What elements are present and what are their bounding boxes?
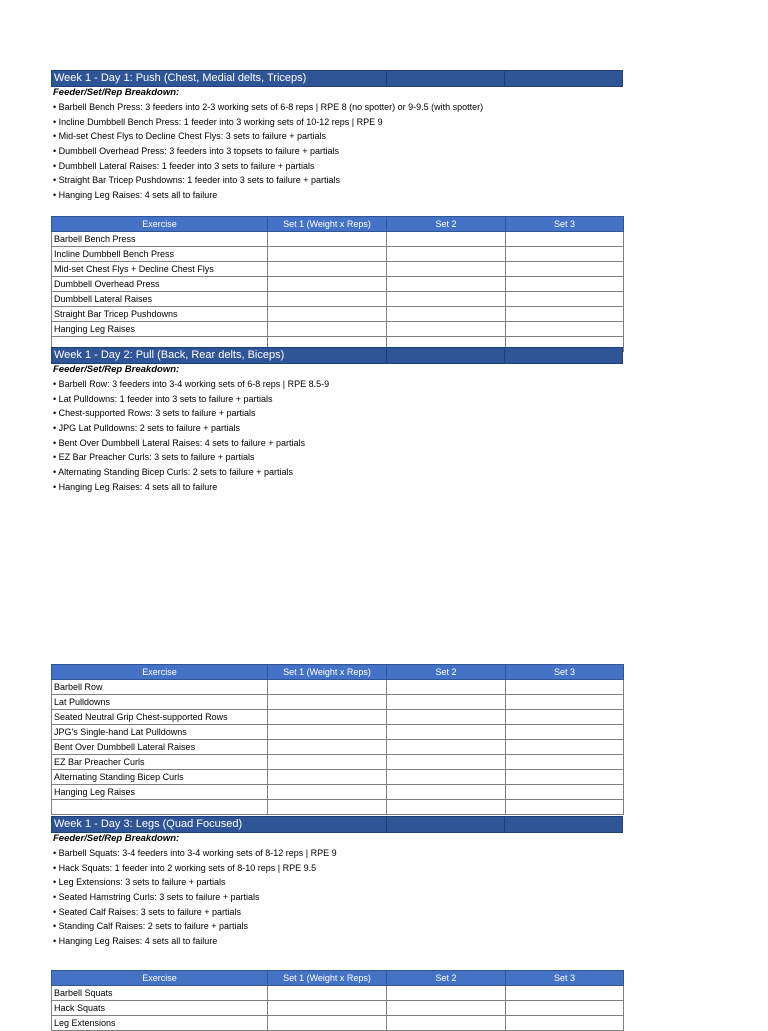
- list-item: • Barbell Row: 3 feeders into 3-4 working sets of 6-8 reps | RPE 8.5-9: [53, 379, 330, 389]
- table-row: [52, 755, 624, 770]
- header-set3: Set 3: [506, 665, 624, 680]
- list-item: • Bent Over Dumbbell Lateral Raises: 4 sets to failure + partials: [53, 437, 306, 448]
- exercise-cell[interactable]: EZ Bar Preacher Curls: [52, 755, 268, 770]
- list-item: • Standing Calf Raises: 2 sets to failure + partials: [53, 921, 248, 932]
- table-row: [52, 695, 624, 710]
- exercise-cell[interactable]: Alternating Standing Bicep Curls: [52, 770, 268, 785]
- table-row: [52, 785, 624, 800]
- header-set1: Set 1 (Weight x Reps): [268, 217, 387, 232]
- table-header-row: [52, 665, 624, 680]
- table-row: [52, 710, 624, 725]
- day3-bullets: [51, 846, 623, 949]
- list-item: • Hack Squats: 1 feeder into 2 working sets of 8-10 reps | RPE 9.5: [53, 862, 317, 873]
- header-set2: Set 2: [387, 971, 506, 986]
- list-item: • Hanging Leg Raises: 4 sets all to failure: [53, 190, 218, 201]
- day2-header: [51, 347, 623, 364]
- table-row: [52, 232, 624, 247]
- table-row: [52, 1001, 624, 1016]
- day1-breakdown-title: Feeder/Set/Rep Breakdown:: [53, 87, 180, 98]
- list-item: • Straight Bar Tricep Pushdowns: 1 feeder into 3 sets to failure + partials: [53, 175, 341, 186]
- day3-breakdown: [51, 832, 623, 949]
- list-item: • Mid-set Chest Flys to Decline Chest Flys: 3 sets to failure + partials: [53, 131, 326, 142]
- exercise-cell[interactable]: Hack Squats: [52, 1001, 268, 1016]
- table-row: [52, 322, 624, 337]
- table-row: [52, 725, 624, 740]
- day2-breakdown: [51, 363, 623, 495]
- day1-title: Week 1 - Day 1: Push (Chest, Medial delts, Triceps): [54, 72, 307, 84]
- table-row: [52, 307, 624, 322]
- exercise-cell[interactable]: Lat Pulldowns: [52, 695, 268, 710]
- table-header-row: [52, 971, 624, 986]
- day1-bullets: [51, 100, 623, 203]
- list-item: • Barbell Squats: 3-4 feeders into 3-4 working sets of 8-12 reps | RPE 9: [53, 848, 337, 858]
- exercise-cell[interactable]: Hanging Leg Raises: [52, 322, 268, 337]
- exercise-cell[interactable]: Dumbbell Overhead Press: [52, 277, 268, 292]
- exercise-cell[interactable]: Hanging Leg Raises: [52, 785, 268, 800]
- exercise-cell[interactable]: Straight Bar Tricep Pushdowns: [52, 307, 268, 322]
- list-item: • Seated Hamstring Curls: 3 sets to failure + partials: [53, 892, 260, 903]
- table-row: [52, 262, 624, 277]
- day2-title: Week 1 - Day 2: Pull (Back, Rear delts, Biceps): [54, 349, 285, 361]
- list-item: • Hanging Leg Raises: 4 sets all to failure: [53, 936, 218, 947]
- table-row: [52, 986, 624, 1001]
- list-item: • Chest-supported Rows: 3 sets to failure + partials: [53, 408, 256, 419]
- table-row: [52, 770, 624, 785]
- header-set1: Set 1 (Weight x Reps): [268, 971, 387, 986]
- day2-exercise-table: [51, 664, 624, 815]
- list-item: • Dumbbell Overhead Press: 3 feeders into 3 topsets to failure + partials: [53, 146, 340, 157]
- header-exercise: Exercise: [52, 971, 268, 986]
- day3-breakdown-title: Feeder/Set/Rep Breakdown:: [53, 833, 180, 844]
- list-item: • Incline Dumbbell Bench Press: 1 feeder into 3 working sets of 10-12 reps | RPE 9: [53, 116, 383, 127]
- list-item: • JPG Lat Pulldowns: 2 sets to failure + partials: [53, 423, 240, 434]
- exercise-cell[interactable]: Dumbbell Lateral Raises: [52, 292, 268, 307]
- table-row: [52, 277, 624, 292]
- exercise-cell[interactable]: Barbell Squats: [52, 986, 268, 1001]
- day3-header: [51, 816, 623, 833]
- exercise-cell[interactable]: Seated Neutral Grip Chest-supported Rows: [52, 710, 268, 725]
- header-set2: Set 2: [387, 665, 506, 680]
- exercise-cell[interactable]: JPG's Single-hand Lat Pulldowns: [52, 725, 268, 740]
- day3-title: Week 1 - Day 3: Legs (Quad Focused): [54, 818, 243, 830]
- table-row: [52, 1016, 624, 1031]
- list-item: • Hanging Leg Raises: 4 sets all to failure: [53, 481, 218, 492]
- exercise-cell[interactable]: Barbell Row: [52, 680, 268, 695]
- list-item: • Lat Pulldowns: 1 feeder into 3 sets to failure + partials: [53, 393, 273, 404]
- day1-header: [51, 70, 623, 87]
- day3-table-wrap: [51, 970, 623, 1031]
- table-header-row: [52, 217, 624, 232]
- day1-breakdown: [51, 86, 623, 203]
- exercise-cell[interactable]: Mid-set Chest Flys + Decline Chest Flys: [52, 262, 268, 277]
- table-row: [52, 292, 624, 307]
- list-item: • Alternating Standing Bicep Curls: 2 sets to failure + partials: [53, 467, 294, 478]
- day1-table-wrap: [51, 216, 623, 352]
- exercise-cell[interactable]: Incline Dumbbell Bench Press: [52, 247, 268, 262]
- exercise-cell[interactable]: Barbell Bench Press: [52, 232, 268, 247]
- header-exercise: Exercise: [52, 665, 268, 680]
- list-item: • Barbell Bench Press: 3 feeders into 2-3 working sets of 6-8 reps | RPE 8 (no spotter) or 9-9.5 (with spotter): [53, 102, 484, 112]
- header-set3: Set 3: [506, 217, 624, 232]
- day2-bullets: [51, 377, 623, 495]
- day2-breakdown-title: Feeder/Set/Rep Breakdown:: [53, 364, 180, 375]
- header-set3: Set 3: [506, 971, 624, 986]
- list-item: • EZ Bar Preacher Curls: 3 sets to failure + partials: [53, 452, 255, 463]
- exercise-cell[interactable]: [52, 800, 268, 815]
- list-item: • Dumbbell Lateral Raises: 1 feeder into 3 sets to failure + partials: [53, 160, 315, 171]
- table-row: [52, 680, 624, 695]
- table-row: [52, 740, 624, 755]
- exercise-cell[interactable]: Leg Extensions: [52, 1016, 268, 1031]
- header-exercise: Exercise: [52, 217, 268, 232]
- list-item: • Seated Calf Raises: 3 sets to failure + partials: [53, 906, 241, 917]
- table-row: [52, 800, 624, 815]
- day2-table-wrap: [51, 664, 623, 815]
- table-row: [52, 247, 624, 262]
- day3-exercise-table: [51, 970, 624, 1031]
- list-item: • Leg Extensions: 3 sets to failure + partials: [53, 877, 226, 888]
- header-set1: Set 1 (Weight x Reps): [268, 665, 387, 680]
- exercise-cell[interactable]: Bent Over Dumbbell Lateral Raises: [52, 740, 268, 755]
- day1-exercise-table: [51, 216, 624, 352]
- header-set2: Set 2: [387, 217, 506, 232]
